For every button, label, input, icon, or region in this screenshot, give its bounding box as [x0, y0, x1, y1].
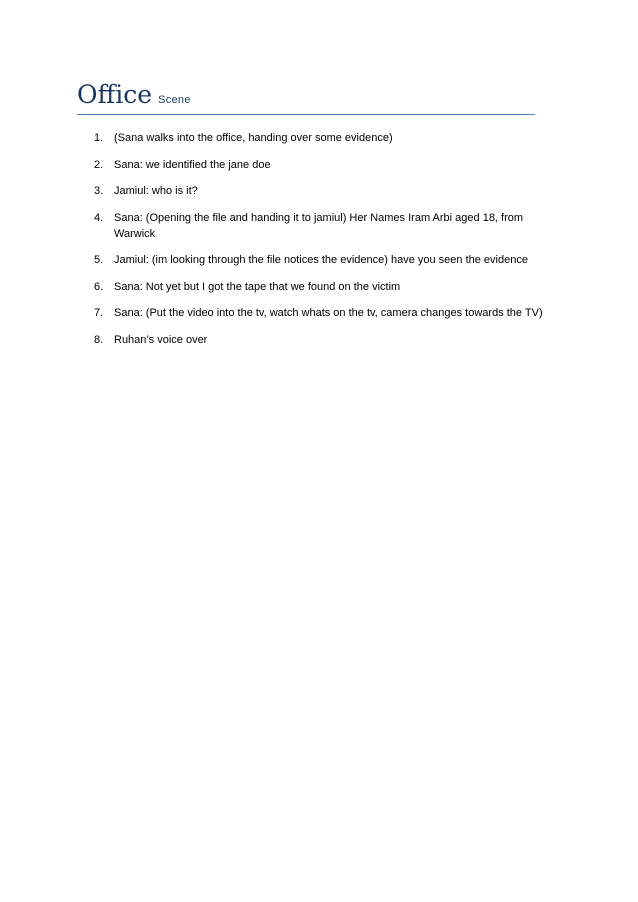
list-item-number: 1. [94, 132, 104, 144]
list-item-text: Jamiul: who is it? [114, 185, 198, 197]
document-heading [77, 80, 535, 115]
list-item-number: 3. [94, 185, 104, 197]
list-item [94, 130, 544, 146]
list-item-number: 7. [94, 307, 104, 319]
page-subtitle: Scene [158, 94, 191, 106]
list-item-text: Sana: we identified the jane doe [114, 158, 271, 171]
list-item-text: Sana: (Opening the file and handing it to jamiul) Her Names Iram Arbi aged 18, from Warwick [114, 211, 524, 240]
list-item-number: 6. [94, 280, 104, 293]
list-item [94, 210, 544, 242]
list-item-number: 8. [94, 333, 104, 346]
list-item [94, 157, 544, 173]
list-item [94, 252, 544, 268]
list-item [94, 183, 544, 199]
list-item-text: Ruhan’s voice over [114, 333, 208, 346]
list-item-number: 4. [94, 211, 104, 224]
script-list [94, 130, 544, 358]
list-item-number: 2. [94, 158, 104, 171]
list-item-text: Jamiul: (im looking through the file notices the evidence) have you seen the evidence [114, 254, 528, 266]
page-title: Office [77, 80, 153, 109]
list-item [94, 305, 544, 321]
list-item-number: 5. [94, 254, 104, 266]
list-item [94, 279, 544, 295]
list-item-text: Sana: Not yet but I got the tape that we found on the victim [114, 280, 401, 293]
list-item-text: Sana: (Put the video into the tv, watch whats on the tv, camera changes towards the TV) [114, 307, 543, 319]
list-item [94, 332, 544, 348]
list-item-text: (Sana walks into the office, handing over some evidence) [114, 132, 393, 144]
